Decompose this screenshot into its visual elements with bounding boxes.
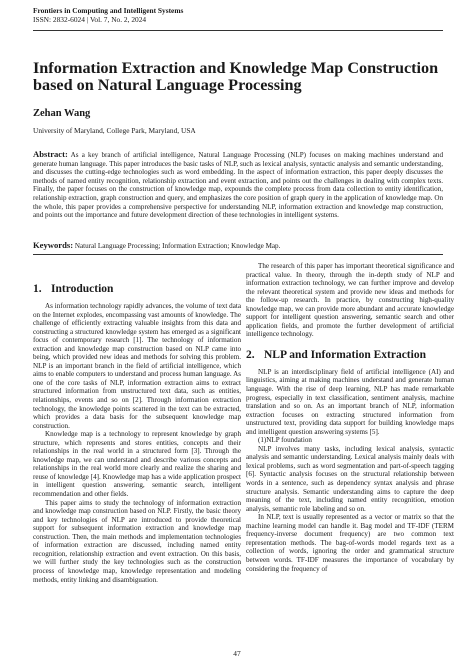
journal-header — [33, 6, 453, 24]
paper-title: Information Extraction and Knowledge Map Construction based on Natural Language Processing — [33, 59, 439, 94]
paragraph: NLP involves many tasks, including lexical analysis, syntactic analysis and semantic understanding. Lexical analysis mainly deals with lexical problems, such as word segmentation and part-of-speech tagging [6]. Syntactic analysis focuses on the structural relationship between words in a sentence, such as dependency syntax analysis and phrase structure analysis. Semantic understanding aims to capture the deep meaning of the text, including named entity recognition, emotion analysis, semantic role labeling and so on. — [246, 444, 454, 513]
paragraph: In NLP, text is usually represented as a vector or matrix so that the machine learning model can handle it. Bag model and TF-IDF (TERM frequency-inverse document frequency) are two common text representation methods. The bag-of-words model regards text as a collection of words, ignoring the order and grammatical structure between words. TF-IDF measures the importance of vocabulary by considering the frequency of — [246, 513, 454, 573]
subsection-heading: (1)NLP foundation — [258, 436, 312, 445]
paragraph: NLP is an interdisciplinary field of artificial intelligence (AI) and linguistics, aiming at making machines understand and generate human language. With the rise of deep learning, NLP has made remarkable progress, especially in text classification, sentiment analysis, machine translation and so on. As an important branch of NLP, information extraction focuses on extracting structured information from unstructured text, providing data support for building knowledge maps and intelligent question answering systems [5]. — [246, 367, 454, 436]
abstract-label: Abstract: — [33, 149, 68, 159]
section-1-number: 1. — [33, 283, 42, 295]
abstract-text: As a key branch of artificial intelligence, Natural Language Processing (NLP) focuses on making machines understand and generate human language. This paper introduces the basic tasks of NLP, such as lexical analysis, syntactic analysis and semantic understanding, and discusses the cutting-edge technologies such as word embedding. In the aspect of information extraction, this paper deeply discusses the methods of named entity recognition, relationship extraction and event extraction, and points out the challenges in dealing with complex texts. Finally, the paper focuses on the construction of knowledge map, expounds the complete process from data collection to entity identification, relationship extraction, graph construction and query, and emphasizes the core position of graph query in the application of knowledge map. On the whole, this paper provides a comprehensive perspective for understanding NLP, information extraction and knowledge map construction, and points out the importance and future development direction of these technologies in intelligent systems. — [33, 151, 443, 220]
keywords-rule — [33, 254, 443, 255]
section-1-title: Introduction — [51, 283, 114, 295]
keywords-label: Keywords: — [33, 240, 74, 250]
keywords-text: Natural Language Processing; Information Extraction; Knowledge Map. — [73, 242, 281, 250]
journal-name: Frontiers in Computing and Intelligent Systems — [33, 6, 184, 15]
paragraph: This paper aims to study the technology of information extraction and knowledge map construction based on NLP. Firstly, the basic theory and key technologies of NLP are introduced to provide theoretical support for subsequent information extraction and knowledge map construction. Then, the main methods and implementation technologies of information extraction are discussed, including named entity recognition, relationship extraction and event extraction. On this basis, we will further study the key technologies such as the construction process of knowledge map, knowledge representation and modeling methods, entity linking and disambiguation. — [33, 498, 241, 584]
left-column — [33, 283, 241, 584]
author-affiliation: University of Maryland, College Park, Maryland, USA — [33, 126, 196, 135]
paragraph: Knowledge map is a technology to represent knowledge by graph structure, which represents and stores entities, concepts and their relationships in the real world in a structured form [3]. Through the knowledge map, we can understand and describe various concepts and relationships in the real world more clearly and realize the sharing and reuse of knowledge [4]. Knowledge map has a wide application prospect in intelligent question answering, semantic search, intelligent recommendation and other fields. — [33, 430, 241, 499]
header-rule — [33, 30, 443, 31]
journal-issn: ISSN: 2832-6024 | Vol. 7, No. 2, 2024 — [33, 15, 147, 24]
keywords — [33, 241, 443, 251]
section-2-number: 2. — [246, 348, 255, 361]
section-2-title: NLP and Information Extraction — [264, 348, 426, 361]
page-number: 47 — [233, 649, 241, 658]
paragraph: The research of this paper has important theoretical significance and practical value. In theory, through the in-depth study of NLP and information extraction technology, we can further improve and develop the relevant theoretical system and provide new ideas and methods for the follow-up research. In practice, by constructing high-quality knowledge map, we can provide more abundant and accurate knowledge support for intelligent question answering, semantic search and other application fields, and promote the further development of artificial intelligence technology. — [246, 262, 454, 339]
section-2-heading — [246, 349, 454, 362]
right-column — [246, 262, 454, 573]
section-1-heading — [33, 283, 241, 296]
abstract — [33, 150, 443, 220]
author-name: Zehan Wang — [33, 108, 91, 119]
paragraph: As information technology rapidly advances, the volume of text data on the Internet explodes, encompassing vast amounts of knowledge. The challenge of efficiently extracting valuable insights from this data and constructing a structured knowledge system has emerged as a significant focus of contemporary research [1]. The technology of information extraction and knowledge map construction based on NLP came into being, which provided new ideas and methods for solving this problem. NLP is an important branch in the field of artificial intelligence, which aims to enable computers to understand and process human language. As one of the core tasks of NLP, information extraction aims to extract structured information from unstructured text data, such as entities, relationships, events and so on [2]. Through information extraction technology, the knowledge points scattered in the text can be extracted, which provides a data basis for the subsequent knowledge map construction. — [33, 302, 241, 430]
